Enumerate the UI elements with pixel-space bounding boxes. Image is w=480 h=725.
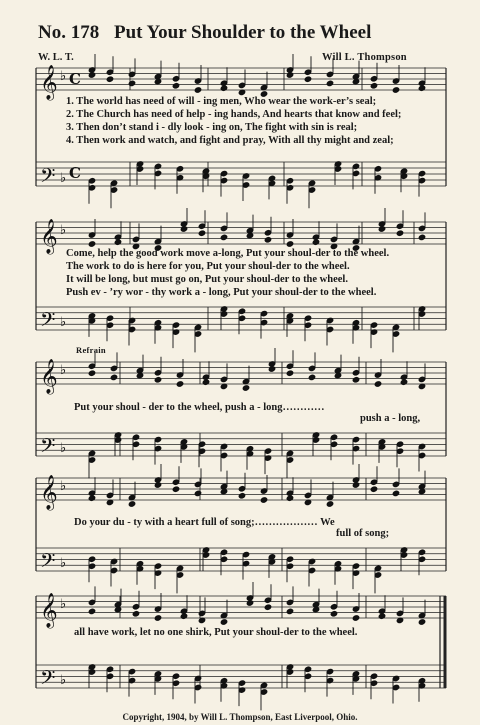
verse-3-line-2: It will be long, but must go on, Put your shoul-der to the wheel. (66, 274, 348, 285)
note-head (312, 239, 319, 245)
system-barlines (36, 68, 446, 688)
note-head (238, 493, 245, 499)
note-head (114, 239, 121, 245)
verse-1: 1. The world has need of will - ing men, Who wear the work-er’s seal; (66, 96, 377, 107)
note-head (88, 72, 95, 78)
note-head (132, 611, 139, 617)
note-head (330, 611, 337, 617)
treble-clef-icon: 𝄞 (40, 359, 58, 394)
words-credit: W. L. T. (38, 52, 74, 63)
note-head (88, 608, 95, 614)
bass-clef-icon: 𝄢 (40, 308, 56, 336)
note-head (286, 370, 293, 376)
note-head (194, 490, 201, 496)
note-head (194, 87, 201, 93)
bass-clef-icon: 𝄢 (40, 434, 56, 462)
note-head (418, 85, 425, 91)
bass-clef-icon: 𝄢 (40, 549, 56, 577)
note-head (392, 87, 399, 93)
svg-text:♭: ♭ (60, 556, 67, 571)
note-head (128, 80, 135, 86)
note-head (418, 234, 425, 240)
note-head (352, 482, 359, 488)
svg-text:♭: ♭ (60, 479, 67, 494)
note-head (172, 486, 179, 492)
note-head (370, 83, 377, 89)
note-head (268, 366, 275, 372)
note-head (286, 608, 293, 614)
note-head (400, 379, 407, 385)
note-head (128, 501, 135, 507)
note-head (264, 604, 271, 610)
note-head (220, 234, 227, 240)
verse-3: 3. Then don’t stand i - dly look - ing on, The fight with sin is real; (66, 122, 358, 133)
refrain-line-1: Put your shoul - der to the wheel, push a - long………… (74, 402, 325, 413)
note-head (154, 377, 161, 383)
verse-2: 2. The Church has need of help - ing hands, And hearts that know and feel; (66, 109, 402, 120)
verse-2-line-2: The work to do is here for you, Put your shoul-der to the wheel. (66, 261, 350, 272)
note-head (378, 226, 385, 232)
treble-clef-icon: 𝄞 (40, 219, 58, 254)
refrain-echo-1: push a - long, (360, 413, 421, 424)
note-head (180, 226, 187, 232)
measure-barlines (120, 68, 414, 688)
refrain-echo-2: full of song; (336, 528, 390, 539)
note-head (326, 501, 333, 507)
refrain-line-2: Do your du - ty with a heart full of song;……………… We (74, 517, 335, 528)
note-head (264, 237, 271, 243)
clefs (40, 65, 81, 694)
note-head (396, 230, 403, 236)
svg-text:♭: ♭ (60, 223, 67, 238)
note-head (286, 495, 293, 501)
note-head (88, 241, 95, 247)
note-head (110, 374, 117, 380)
note-head (198, 230, 205, 236)
svg-text:C: C (69, 70, 81, 88)
note-head (308, 374, 315, 380)
note-head (286, 241, 293, 247)
note-head (154, 482, 161, 488)
note-head (242, 385, 249, 391)
note-head (106, 76, 113, 82)
refrain-label: Refrain (76, 345, 106, 355)
verse-1-line-2: Come, help the good work move a-long, Put your shoul-der to the wheel. (66, 248, 390, 259)
note-head (202, 379, 209, 385)
note-head (370, 486, 377, 492)
svg-text:♭: ♭ (60, 171, 67, 186)
verse-4-line-2: Push ev - ’ry wor - thy work a - long, Put your shoul-der to the wheel. (66, 287, 377, 298)
note-head (180, 613, 187, 619)
note-head (352, 615, 359, 621)
hymn-title: Put Your Shoulder to the Wheel (113, 22, 372, 43)
svg-text:♭: ♭ (60, 597, 67, 612)
bass-clef-icon: 𝄢 (40, 164, 56, 192)
note-head (286, 72, 293, 78)
svg-text:C: C (69, 164, 81, 182)
svg-text:♭: ♭ (60, 363, 67, 378)
note-head (374, 381, 381, 387)
note-head (392, 490, 399, 496)
note-head (220, 619, 227, 625)
treble-clef-icon: 𝄞 (40, 475, 58, 510)
svg-text:♭: ♭ (60, 69, 67, 84)
note-head (326, 80, 333, 86)
bass-clef-icon: 𝄢 (40, 666, 56, 694)
note-head (260, 497, 267, 503)
svg-text:♭: ♭ (60, 673, 67, 688)
note-head (352, 377, 359, 383)
svg-text:♭: ♭ (60, 441, 67, 456)
treble-clef-icon: 𝄞 (40, 593, 58, 628)
refrain-line-3: all have work, let no one shirk, Put your shoul-der to the wheel. (74, 627, 358, 638)
note-head (378, 613, 385, 619)
note-head (88, 370, 95, 376)
note-head (418, 619, 425, 625)
note-head (172, 83, 179, 89)
notes (88, 54, 425, 710)
note-head (220, 85, 227, 91)
note-head (176, 381, 183, 387)
note-head (88, 495, 95, 501)
staff-lines (36, 68, 446, 688)
note-head (154, 615, 161, 621)
verse-4: 4. Then work and watch, and fight and pray, With all thy might and zeal; (66, 135, 394, 146)
treble-clef-icon: 𝄞 (40, 65, 58, 100)
note-head (304, 76, 311, 82)
music-credit: Will L. Thompson (322, 52, 407, 63)
copyright-notice: Copyright, 1904, by Will L. Thompson, East Liverpool, Ohio. (122, 712, 358, 722)
svg-text:♭: ♭ (60, 315, 67, 330)
hymn-number: No. 178 (38, 22, 100, 43)
note-head (246, 600, 253, 606)
